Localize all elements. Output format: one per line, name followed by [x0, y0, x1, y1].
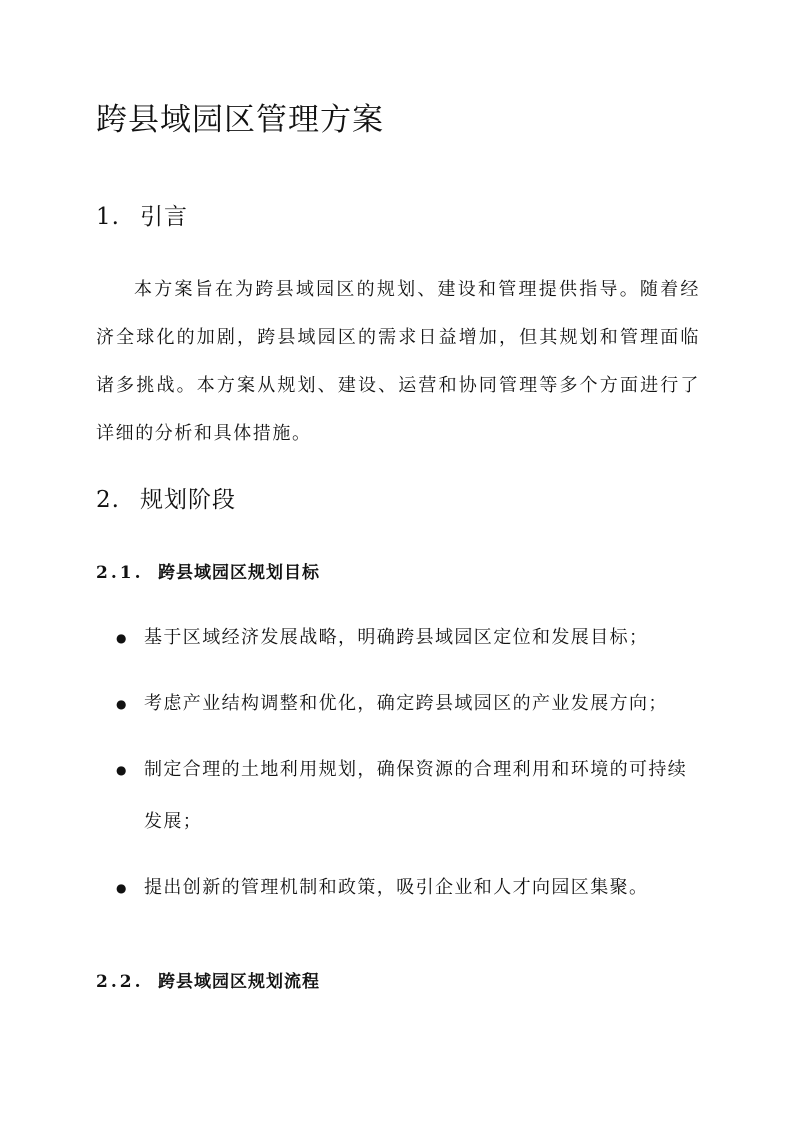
section-heading-introduction [96, 198, 188, 231]
bullet-icon: ● [116, 881, 128, 895]
list-item [116, 612, 706, 664]
list-item [116, 678, 706, 730]
list-item [116, 862, 706, 914]
list-item-text: 考虑产业结构调整和优化，确定跨县域园区的产业发展方向； [144, 693, 668, 714]
list-item [116, 744, 706, 848]
subsection-number: 2.1. [96, 563, 144, 583]
section-title: 规划阶段 [140, 487, 236, 513]
bullet-icon: ● [116, 763, 128, 777]
subsection-heading-planning-process [96, 967, 320, 992]
list-item-text: 提出创新的管理机制和政策，吸引企业和人才向园区集聚。 [144, 877, 649, 898]
subsection-title: 跨县域园区规划目标 [158, 563, 320, 583]
subsection-number: 2.2. [96, 972, 144, 992]
bullet-icon: ● [116, 697, 128, 711]
section-number: 1. [96, 204, 120, 230]
document-title: 跨县域园区管理方案 [96, 102, 384, 138]
bullet-icon: ● [116, 631, 128, 645]
section-heading-planning [96, 481, 236, 514]
introduction-paragraph: 本方案旨在为跨县域园区的规划、建设和管理提供指导。随着经济全球化的加剧，跨县域园区的需求日益增加，但其规划和管理面临诸多挑战。本方案从规划、建设、运营和协同管理等多个方面进行了详细的分析和具体措施。 [96, 279, 700, 444]
planning-goals-list [116, 612, 706, 928]
section-title: 引言 [140, 204, 188, 230]
list-item-text: 基于区域经济发展战略，明确跨县域园区定位和发展目标； [144, 627, 649, 648]
subsection-title: 跨县域园区规划流程 [158, 972, 320, 992]
list-item-text: 制定合理的土地利用规划，确保资源的合理利用和环境的可持续发展； [144, 759, 688, 832]
subsection-heading-planning-goals [96, 558, 320, 583]
section-number: 2. [96, 487, 120, 513]
